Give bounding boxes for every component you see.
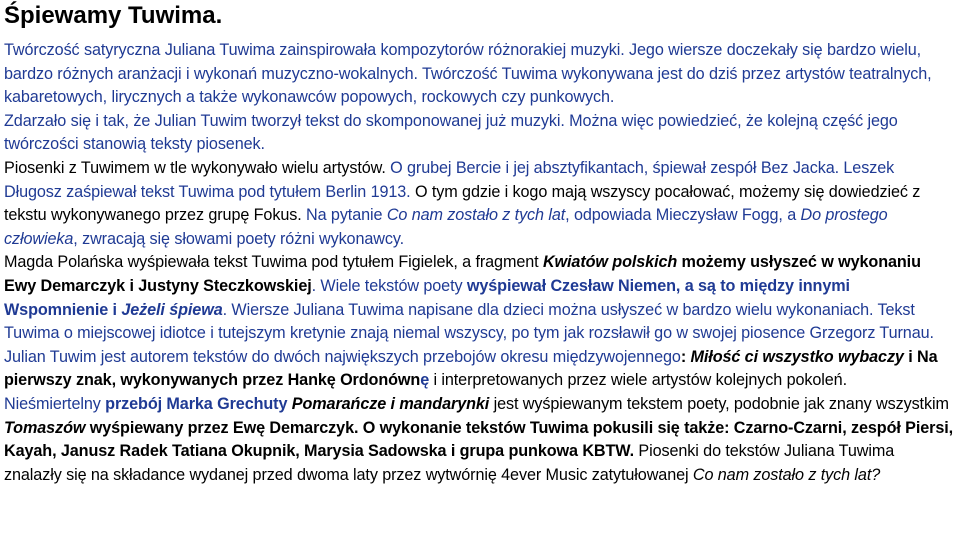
- text-niesmiertelny: Nieśmiertelny: [4, 394, 106, 413]
- text-colon: :: [680, 347, 691, 366]
- text-children-turnau: . Wiersze Juliana Tuwima napisane dla dzieci można usłyszeć w bardzo wielu wykonaniach. Tekst Tuwima o miejscowej idiotce i tutejszym kretynie znają niemal wszyscy, po tym jak rozsławił go w swojej piosence Grzegorz Turnau. Julian Tuwim jest autorem tekstów do dwóch największych przebojów okresu międzywojennego: [4, 300, 934, 366]
- song-title-pomarancze: Pomarańcze i mandarynki: [291, 394, 490, 413]
- text-fogg-3: , zwracają się słowami poety różni wykonawcy.: [73, 229, 405, 248]
- text-ordonowna-end: ę: [420, 371, 430, 390]
- text-demarczyk-steczkowska: możemy usłyszeć w wykonaniu Ewy Demarczyk i Justyny Steczkowskiej: [4, 253, 921, 295]
- page-title: Śpiewamy Tuwima.: [4, 2, 223, 29]
- text-niemen: wyśpiewał Czesław Niemen, a są to między innymi Wspomnienie i: [4, 276, 850, 319]
- text-generations: i interpretowanych przez wiele artystów kolejnych pokoleń.: [429, 371, 847, 390]
- text-4ever: Piosenki do tekstów Juliana Tuwima znalazły się na składance wydanej przed dwoma laty przez wytwórnię 4ever Music zatytułowanej: [4, 442, 895, 484]
- song-title-kwiatow-polskich: Kwiatów polskich: [542, 253, 678, 272]
- text-niemen-intro: . Wiele tekstów poety: [311, 276, 467, 295]
- song-title-do-prostego: Do prostego człowieka: [4, 206, 888, 248]
- album-title: Co nam zostało z tych lat?: [692, 465, 881, 484]
- article-body: [4, 39, 956, 487]
- song-title-jezeli-spiewa: Jeżeli śpiewa: [121, 300, 223, 319]
- text-grechuta: przebój Marka Grechuty: [105, 394, 292, 413]
- text-polanska: Magda Polańska wyśpiewała tekst Tuwima pod tytułem Figielek, a fragment: [4, 253, 543, 272]
- paragraph-composed-music: Zdarzało się i tak, że Julian Tuwim tworzył tekst do skomponowanej już muzyki. Można więc powiedzieć, że kolejną część jego twórczości stanowią teksty piosenek.: [4, 111, 898, 154]
- paragraph-artists-intro: Piosenki z Tuwimem w tle wykonywało wielu artystów.: [4, 158, 386, 177]
- text-fokus: O tym gdzie i kogo mają wszyscy pocałować, możemy się dowiedzieć z tekstu wykonywanego przez grupę Fokus.: [4, 182, 921, 225]
- text-fogg-1: Na pytanie: [301, 206, 387, 225]
- song-title-milosc: Miłość ci wszystko wybaczy: [690, 347, 904, 366]
- song-title-co-nam-zostalo: Co nam zostało z tych lat: [386, 206, 566, 225]
- text-znany: jest wyśpiewanym tekstem poety, podobnie jak znany wszystkim: [489, 394, 949, 413]
- text-ordonowna: i Na pierwszy znak, wykonywanych przez Hankę Ordonówn: [4, 347, 938, 390]
- song-title-tomaszow: Tomaszów: [4, 418, 86, 437]
- text-fogg-2: , odpowiada Mieczysław Fogg, a: [565, 206, 801, 225]
- paragraph-intro: Twórczość satyryczna Juliana Tuwima zainspirowała kompozytorów różnorakiej muzyki. Jego wiersze doczekały się bardzo wielu, bardzo różnych aranżacji i wykonań muzyczno-wokalnych. Twórczość Tuwima wykonywana jest do dziś przez artystów teatralnych, kabaretowych, lirycznych a także wykonawców popowych, rockowych czy punkowych.: [4, 41, 932, 107]
- text-demarczyk-others: wyśpiewany przez Ewę Demarczyk. O wykonanie tekstów Tuwima pokusili się także: Czarno-Czarni, zespół Piersi, Kayah, Janusz Radek Tatiana Okupnik, Marysia Sadowska i grupa punkowa KBTW.: [4, 418, 954, 461]
- text-bez-jacka: O grubej Bercie i jej absztyfikantach, śpiewał zespół Bez Jacka. Leszek Długosz zaśpiewał tekst Tuwima pod tytułem Berlin 1913.: [4, 158, 895, 201]
